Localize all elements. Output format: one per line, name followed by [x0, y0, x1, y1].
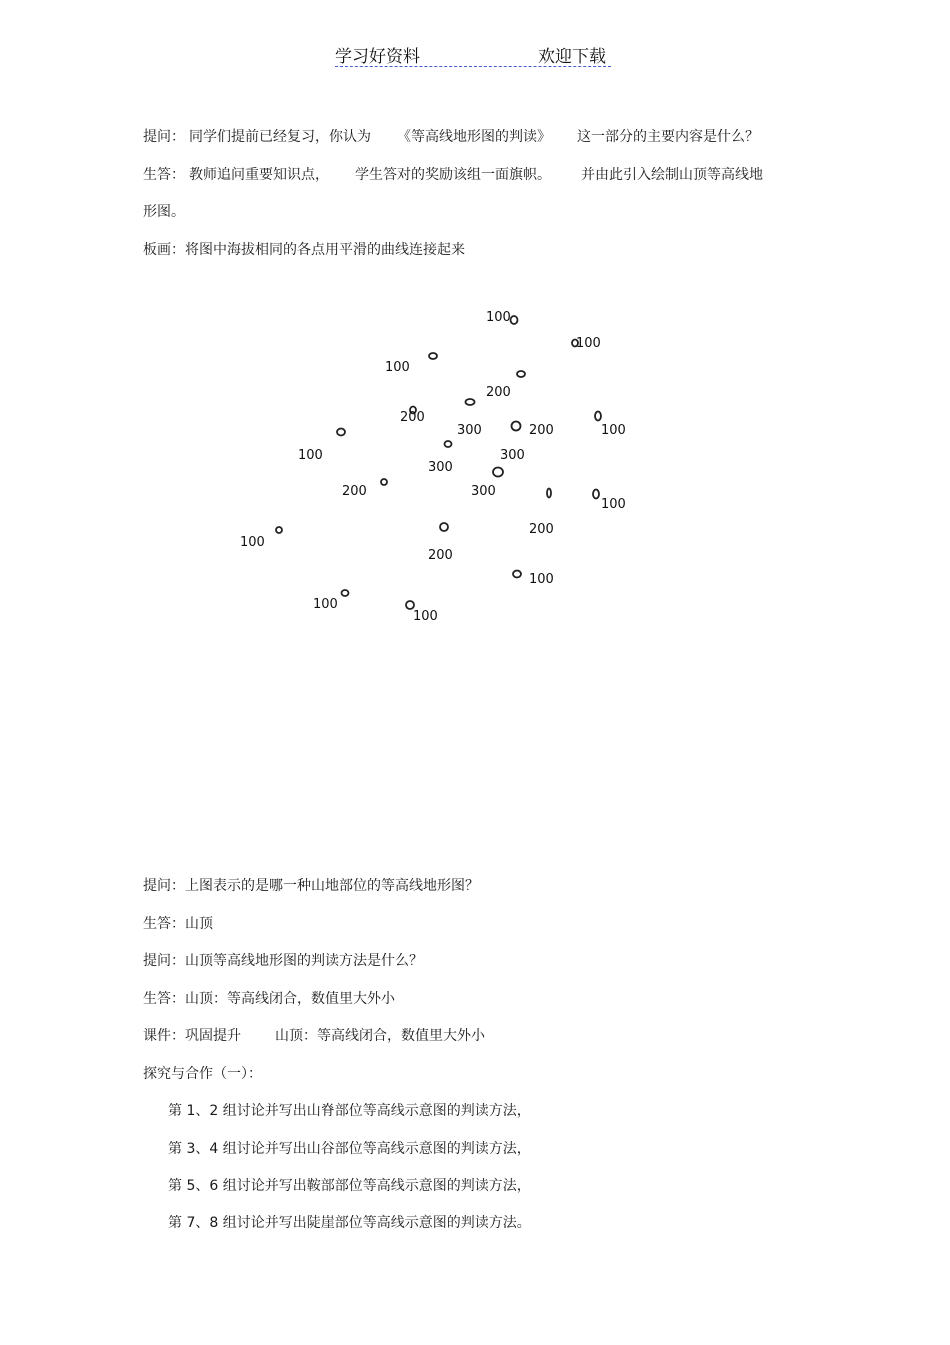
para-text: 同学们提前已经复习，你认为	[189, 129, 371, 145]
elevation-point-marker	[445, 441, 452, 447]
elevation-label: 300	[500, 448, 525, 463]
elevation-label: 100	[385, 360, 410, 375]
elevation-point-marker	[406, 601, 414, 609]
elevation-label: 100	[601, 423, 626, 438]
elevation-point-marker	[547, 489, 551, 498]
elevation-label: 300	[428, 460, 453, 475]
elevation-label: 100	[413, 609, 438, 624]
answer-paragraph-1-continued: 形图。	[143, 204, 185, 220]
blackboard-paragraph: 板画：将图中海拔相同的各点用平滑的曲线连接起来	[143, 242, 465, 258]
elevation-label: 200	[529, 522, 554, 537]
elevation-label: 300	[471, 484, 496, 499]
answer-paragraph-3: 生答：山顶：等高线闭合，数值里大外小	[143, 991, 395, 1007]
explore-title: 探究与合作（一）：	[143, 1066, 262, 1082]
elevation-point-marker	[342, 590, 349, 596]
elevation-point-marker	[337, 429, 345, 436]
elevation-label: 200	[486, 385, 511, 400]
para-label: 生答：	[143, 167, 185, 183]
elevation-point-marker	[381, 479, 387, 485]
elevation-point-marker	[512, 422, 521, 431]
question-paragraph-3: 提问：山顶等高线地形图的判读方法是什么？	[143, 953, 423, 969]
elevation-label: 200	[342, 484, 367, 499]
elevation-label: 100	[576, 336, 601, 351]
explore-item-2: 第 3、4 组讨论并写出山谷部位等高线示意图的判读方法，	[168, 1141, 531, 1157]
elevation-label: 200	[428, 548, 453, 563]
header-right-text: 欢迎下载	[538, 47, 606, 67]
courseware-paragraph	[143, 1025, 485, 1045]
elevation-point-marker	[593, 490, 599, 499]
elevation-point-marker	[595, 412, 601, 421]
courseware-text: 山顶：等高线闭合，数值里大外小	[275, 1028, 485, 1044]
para-label: 提问：	[143, 129, 185, 145]
elevation-point-marker	[429, 353, 437, 359]
elevation-point-marker	[517, 371, 525, 377]
explore-item-1: 第 1、2 组讨论并写出山脊部位等高线示意图的判读方法，	[168, 1103, 531, 1119]
elevation-point-marker	[276, 527, 282, 533]
para-text: 并由此引入绘制山顶等高线地	[581, 167, 763, 183]
elevation-label: 100	[313, 597, 338, 612]
elevation-point-marker	[440, 523, 448, 531]
elevation-point-marker	[466, 399, 475, 405]
elevation-point-marker	[493, 468, 503, 477]
question-paragraph-2: 提问：上图表示的是哪一种山地部位的等高线地形图？	[143, 878, 479, 894]
book-title-text: 《等高线地形图的判读》	[397, 129, 551, 145]
elevation-point-marker	[511, 316, 518, 324]
elevation-label: 100	[486, 310, 511, 325]
elevation-label: 100	[240, 535, 265, 550]
explore-item-3: 第 5、6 组讨论并写出鞍部部位等高线示意图的判读方法，	[168, 1178, 531, 1194]
elevation-label: 100	[298, 448, 323, 463]
elevation-label: 100	[529, 572, 554, 587]
elevation-point-marker	[513, 571, 521, 578]
header-left-text: 学习好资料	[335, 47, 420, 67]
para-text: 教师追问重要知识点，	[189, 167, 329, 183]
explore-item-4: 第 7、8 组讨论并写出陡崖部位等高线示意图的判读方法。	[168, 1215, 531, 1231]
para-text: 学生答对的奖励该组一面旗帜。	[355, 167, 551, 183]
elevation-label: 200	[529, 423, 554, 438]
para-text: 这一部分的主要内容是什么？	[577, 129, 759, 145]
elevation-label: 100	[601, 497, 626, 512]
elevation-label: 200	[400, 410, 425, 425]
courseware-label: 课件：巩固提升	[143, 1028, 241, 1044]
elevation-label: 300	[457, 423, 482, 438]
answer-paragraph-2: 生答：山顶	[143, 916, 213, 932]
